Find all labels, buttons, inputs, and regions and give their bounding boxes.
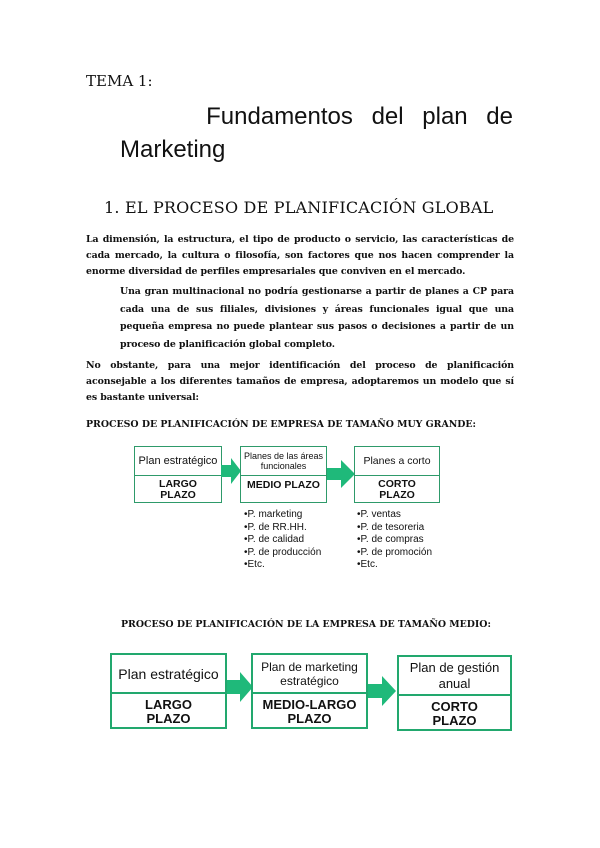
list-item: •P. de calidad <box>244 534 305 546</box>
diagram1-arrow-2 <box>327 460 355 488</box>
diagram2-arrow-1 <box>227 672 253 702</box>
diagram1-list-corto <box>357 509 432 572</box>
diagram2-box-medio <box>251 653 368 729</box>
diagram2-box-medio-top: Plan de marketing estratégico <box>253 655 366 694</box>
diagram1-box-corto-top: Planes a corto <box>355 447 439 476</box>
paragraph-3: No obstante, para una mejor identificación del proceso de planificación aconsejable a los diferentes tamaños de empresa, adoptaremos un modelo que sí es bastante universal: <box>86 360 514 403</box>
diagram1-box-corto-bottom: CORTO PLAZO <box>378 477 416 501</box>
diagram2-box-largo <box>110 653 227 729</box>
diagram1-box-largo <box>134 446 222 503</box>
document-title <box>120 100 513 166</box>
diagram2-box-medio-bottom: MEDIO-LARGO PLAZO <box>262 696 357 726</box>
diagram2-title: PROCESO DE PLANIFICACIÓN DE LA EMPRESA DE TAMAÑO MEDIO: <box>121 619 491 630</box>
diagram2-box-largo-bottom: LARGO PLAZO <box>145 696 192 726</box>
diagram1-box-medio-top: Planes de las áreas funcionales <box>241 447 326 476</box>
list-item: •P. de tesoreria <box>357 521 425 533</box>
list-item: •P. de promoción <box>357 546 433 558</box>
diagram1-list-medio <box>244 509 321 572</box>
list-item: •P. marketing <box>244 509 303 520</box>
list-item: •Etc. <box>244 559 265 571</box>
paragraph-1: La dimensión, la estructura, el tipo de producto o servicio, las características de cada mercado, la cultura o filosofía, son factores que nos hacen comprender la enorme diversidad de perfiles empresariales que conviven en el mercado. <box>86 234 514 277</box>
diagram1-box-corto <box>354 446 440 503</box>
diagram2-box-corto <box>397 655 512 731</box>
list-item: •P. de producción <box>244 546 322 558</box>
list-item: •P. ventas <box>357 509 401 520</box>
diagram2-arrow-2 <box>368 676 396 706</box>
diagram2-box-corto-top: Plan de gestión anual <box>399 657 510 696</box>
diagram2-box-largo-top: Plan estratégico <box>112 655 225 694</box>
diagram1-box-largo-bottom: LARGO PLAZO <box>159 477 197 501</box>
tema-label: TEMA 1: <box>86 72 153 90</box>
title-line-1: Fundamentos del plan de <box>206 103 513 130</box>
list-item: •Etc. <box>357 559 378 571</box>
title-line-2: Marketing <box>120 136 226 163</box>
diagram1-box-medio-bottom: MEDIO PLAZO <box>247 479 320 491</box>
list-item: •P. de compras <box>357 534 424 546</box>
diagram1-box-largo-top: Plan estratégico <box>135 447 221 476</box>
diagram1-arrow-1 <box>221 458 241 484</box>
paragraph-2: Una gran multinacional no podría gestionarse a partir de planes a CP para cada una de sus filiales, divisiones y áreas funcionales igual que una pequeña empresa no puede plantear sus pasos o decisiones a partir de un proceso de planificación global completo. <box>120 286 514 350</box>
diagram1-title: PROCESO DE PLANIFICACIÓN DE EMPRESA DE TAMAÑO MUY GRANDE: <box>86 419 477 430</box>
diagram1-box-medio <box>240 446 327 503</box>
diagram2-box-corto-bottom: CORTO PLAZO <box>431 698 478 728</box>
list-item: •P. de RR.HH. <box>244 521 307 533</box>
section-heading: 1. EL PROCESO DE PLANIFICACIÓN GLOBAL <box>104 198 494 217</box>
